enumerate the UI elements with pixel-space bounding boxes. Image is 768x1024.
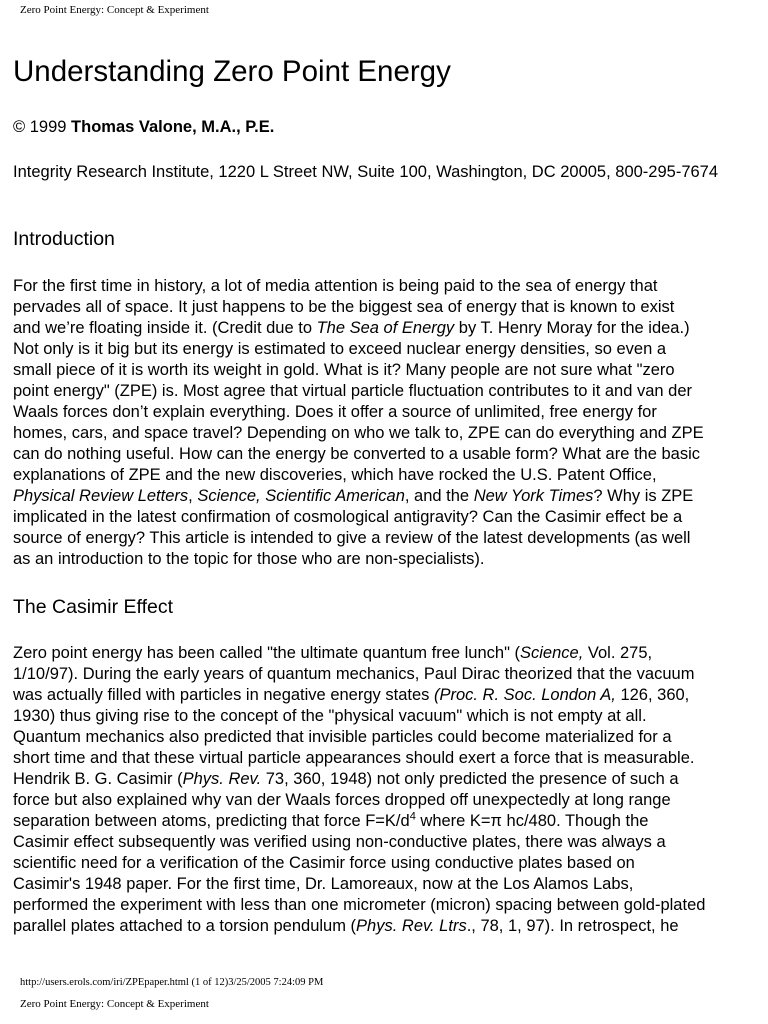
journal-title: New York Times: [473, 487, 594, 505]
book-title: The Sea of Energy: [316, 319, 455, 337]
paragraph-line: source of energy? This article is intended to give a review of the latest developments (as well: [13, 529, 691, 547]
paragraph-line: scientific need for a verification of the Casimir force using conductive plates based on: [13, 854, 635, 872]
paragraph-line: Casimir effect subsequently was verified using non-conductive plates, there was always a: [13, 833, 666, 851]
paragraph-line: small piece of it is worth its weight in gold. What is it? Many people are not sure what "zero: [13, 361, 675, 379]
paragraph-line: separation between atoms, predicting that force $F=K/d^4$ where K=π hc/480. Though the: [13, 810, 649, 830]
paragraph-line: can do nothing useful. How can the energy be converted to a usable form? What are the basic: [13, 445, 700, 463]
institute-address: Integrity Research Institute, 1220 L Street NW, Suite 100, Washington, DC 20005, 800-295-7674: [13, 163, 719, 181]
paragraph-line: Zero point energy has been called "the ultimate quantum free lunch" (Science, Vol. 275,: [13, 644, 653, 662]
paragraph-line: Quantum mechanics also predicted that invisible particles could become materialized for a: [13, 728, 672, 746]
casimir-paragraph: [13, 643, 765, 937]
paragraph-line: short time and that these virtual particle appearances should exert a force that is measurable.: [13, 749, 695, 767]
page-title: Understanding Zero Point Energy: [13, 55, 451, 88]
exponent: 4: [409, 810, 416, 823]
paragraph-line: Hendrik B. G. Casimir (Phys. Rev. 73, 360, 1948) not only predicted the presence of such a: [13, 770, 679, 788]
paragraph-line: as an introduction to the topic for those who are non-specialists).: [13, 550, 485, 568]
journal-title: Science,: [520, 644, 584, 662]
journal-title: Physical Review Letters: [13, 487, 189, 505]
introduction-heading: Introduction: [13, 228, 115, 250]
paragraph-line: Waals forces don’t explain everything. Does it offer a source of unlimited, free energy for: [13, 403, 657, 421]
author-name: Thomas Valone, M.A., P.E.: [71, 118, 275, 136]
paragraph-line: was actually filled with particles in negative energy states (Proc. R. Soc. London A, 126, 360,: [13, 686, 690, 704]
paragraph-line: homes, cars, and space travel? Depending on who we talk to, ZPE can do everything and ZPE: [13, 424, 704, 442]
paragraph-line: implicated in the latest confirmation of cosmological antigravity? Can the Casimir effect be a: [13, 508, 683, 526]
journal-title: Phys. Rev.: [182, 770, 262, 788]
paragraph-line: Not only is it big but its energy is estimated to exceed nuclear energy densities, so even a: [13, 340, 667, 358]
journal-title: (Proc. R. Soc. London A,: [433, 686, 616, 704]
journal-title: Science, Scientific American: [197, 487, 405, 505]
casimir-effect-heading: The Casimir Effect: [13, 596, 174, 618]
byline: [13, 117, 274, 138]
paragraph-line: force but also explained why van der Waals forces dropped off unexpectedly at long range: [13, 791, 671, 809]
paragraph-line: For the first time in history, a lot of media attention is being paid to the sea of energy that: [13, 277, 658, 295]
copyright-text: © 1999: [13, 118, 72, 136]
paragraph-line: explanations of ZPE and the new discoveries, which have rocked the U.S. Patent Office,: [13, 466, 657, 484]
paragraph-line: 1930) thus giving rise to the concept of the "physical vacuum" which is not empty at all.: [13, 707, 647, 725]
paragraph-line: point energy" (ZPE) is. Most agree that virtual particle fluctuation contributes to it and van der: [13, 382, 693, 400]
journal-title: Phys. Rev. Ltrs: [356, 917, 467, 935]
paragraph-line: 1/10/97). During the early years of quantum mechanics, Paul Dirac theorized that the vacuum: [13, 665, 695, 683]
running-header: Zero Point Energy: Concept & Experiment: [20, 4, 209, 16]
introduction-paragraph: [13, 276, 765, 570]
paragraph-line: Casimir's 1948 paper. For the first time, Dr. Lamoreaux, now at the Los Alamos Labs,: [13, 875, 634, 893]
paragraph-line: pervades all of space. It just happens to be the biggest sea of energy that is known to exist: [13, 298, 675, 316]
footer-url: http://users.erols.com/iri/ZPEpaper.html (1 of 12)3/25/2005 7:24:09 PM: [20, 977, 324, 988]
paragraph-line: Physical Review Letters, Science, Scientific American, and the New York Times? Why is ZPE: [13, 487, 694, 505]
paragraph-line: performed the experiment with less than one micrometer (micron) spacing between gold-plated: [13, 896, 706, 914]
paragraph-line: and we’re floating inside it. (Credit due to The Sea of Energy by T. Henry Moray for the idea.): [13, 319, 690, 337]
footer-title: Zero Point Energy: Concept & Experiment: [20, 998, 209, 1010]
paragraph-line: parallel plates attached to a torsion pendulum (Phys. Rev. Ltrs., 78, 1, 97). In retrospect, he: [13, 917, 679, 935]
